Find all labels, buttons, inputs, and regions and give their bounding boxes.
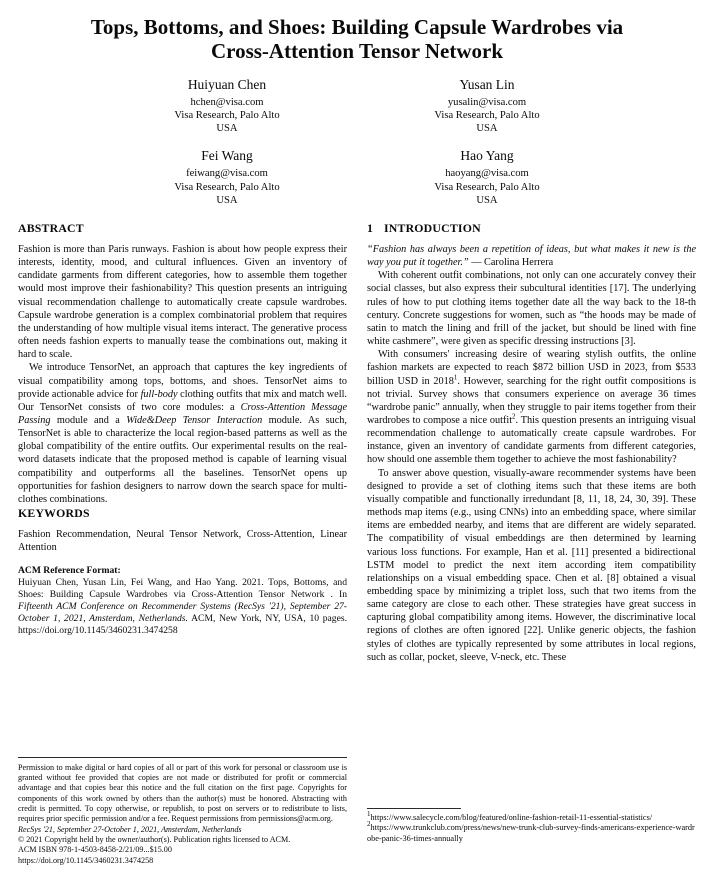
- permission-venue: RecSys '21, September 27-October 1, 2021, Amsterdam, Netherlands: [18, 824, 242, 834]
- footnote-1-link[interactable]: $^1$https://www.salecycle.com/blog/featured/online-fashion-retail-11-essential-statistics/: [367, 809, 653, 822]
- footnotes-block: [367, 808, 696, 866]
- intro-quote: “Fashion has always been a repetition of ideas, but what makes it new is the way you put it together.” — Carolina Herrera: [367, 243, 696, 269]
- author-fei-wang: [97, 148, 357, 207]
- intro-paragraph-2: With consumers' increasing desire of wearing stylish outfits, the online fashion markets are expected to reach $872 billion USD in 2023, from $533 billion USD in 2018$^1$. However, searching for the right outfit compositions is not trivial. Survey shows that consumers experience on average 36 times “wardrobe panic” annually, when they struggle to pair items together from their wardrobes to compose a nice outfit$^2$. This question presents an intriguing visual recommendation challenge to automatically create capsule wardrobes. For instance, given an inventory of candidate garments from different categories, how should one assemble them together to achieve the most fashionability?: [367, 349, 696, 466]
- left-column: [18, 221, 347, 866]
- intro-paragraph-1: With coherent outfit combinations, not only can one accurately convey their social classes, but also express their subcultural identities [17]. The underlying rules of how to put clothing items together date all the way back to the 18-th century. Concrete suggestions for women, such as “the hoods may be made of satin to match the lining and frill of the jacket, but should be lined with fine white cashmere”, were given as specific dressing instructions [3].: [367, 270, 696, 348]
- permission-doi-link[interactable]: https://doi.org/10.1145/3460231.3474258: [18, 855, 154, 865]
- author-country: USA: [476, 194, 498, 206]
- author-name: Yusan Lin: [459, 76, 515, 92]
- author-email: feiwang@visa.com: [186, 168, 268, 180]
- paper-title-line2: Cross-Attention Tensor Network: [210, 39, 504, 64]
- author-country: USA: [216, 194, 238, 206]
- paper-title: [0, 15, 714, 64]
- author-name: Huiyuan Chen: [187, 76, 267, 92]
- footnote-divider: [367, 808, 461, 809]
- abstract-paragraph-1: Fashion is more than Paris runways. Fashion is about how people express their interests, identity, mood, and cultural influences. Given an inventory of candidate garments from different categories, how to assemble them together would most improve their fashionability? This question presents an intriguing visual recommendation challenge to automatically create capsule wardrobes. Capsule wardrobe generation is a complex combinatorial problem that requires the understanding of how multiple visual items interact. The generative process often needs fashion experts to manually tease the combinations out, making it hard to scale.: [18, 243, 347, 361]
- footnote-2-link[interactable]: $^2$https://www.trunkclub.com/press/news/new-trunk-club-survey-finds-americans-experience-wardrobe-panic-36-times-annually: [367, 820, 695, 843]
- keywords-text: Fashion Recommendation, Neural Tensor Network, Cross-Attention, Linear Attention: [18, 529, 347, 554]
- acm-reference-heading: ACM Reference Format:: [18, 565, 121, 577]
- permission-isbn: ACM ISBN 978-1-4503-8458-2/21/09...$15.00: [18, 845, 172, 855]
- author-email: yusalin@visa.com: [447, 96, 527, 108]
- right-column: [367, 221, 696, 866]
- paper-title-line1: Tops, Bottoms, and Shoes: Building Capsule Wardrobes via: [90, 15, 624, 39]
- author-affiliation: Visa Research, Palo Alto: [434, 109, 540, 121]
- paper-header: [0, 0, 714, 207]
- two-column-body: [0, 221, 714, 866]
- authors-block: [97, 77, 617, 207]
- author-email: hchen@visa.com: [190, 96, 264, 108]
- author-country: USA: [476, 123, 498, 135]
- introduction-heading: [367, 221, 696, 236]
- author-name: Fei Wang: [201, 148, 253, 164]
- section-number: 1: [367, 220, 374, 235]
- section-label: INTRODUCTION: [384, 220, 481, 235]
- intro-paragraph-3: To answer above question, visually-aware recommender systems have been designed to provide a set of clothing items such that these items are both visually compatible and functionally irredundant [8, 11, 18, 24, 30, 39]. These methods map items (e.g., using CNNs) into an embedding space, where similar items are embedded nearby, and items that are different are widely separated. The compatibility of visual embeddings are then determined by learning various loss functions. For example, Han et al. [11] presented a bidirectional LSTM model to predict the next item according item compatibility relationships on a visual embedding space. Chen et al. [8] obtained a visual embedding space by minimizing a triplet loss, such that two items from the same category are close to each other. These strategies have great success in capturing global compatibility among items. However, the discriminative local regions of clothes are often ignored [22]. Unlike generic objects, the fashion styles of clothes are typically represented by some attributes in local regions, such as collar, pocket, sleeve, V-neck, etc. These: [367, 467, 696, 663]
- keywords-heading: KEYWORDS: [18, 506, 90, 521]
- author-email: haoyang@visa.com: [445, 168, 529, 180]
- permission-copyright: © 2021 Copyright held by the owner/author(s). Publication rights licensed to ACM.: [18, 834, 291, 844]
- permission-block: [18, 757, 347, 866]
- author-name: Hao Yang: [460, 148, 514, 164]
- permission-text: Permission to make digital or hard copies of all or part of this work for personal or classroom use is granted without fee provided that copies are not made or distributed for profit or commercial advantage and that copies bear this notice and the full citation on the first page. Copyrights for components of this work owned by others than the author(s) must be honored. Abstracting with credit is permitted. To copy otherwise, or republish, to post on servers or to redistribute to lists, requires prior specific permission and/or a fee. Request permissions from permissions@acm.org.: [18, 762, 347, 824]
- author-affiliation: Visa Research, Palo Alto: [434, 181, 540, 193]
- author-country: USA: [216, 123, 238, 135]
- author-huiyuan-chen: [97, 77, 357, 136]
- author-affiliation: Visa Research, Palo Alto: [174, 181, 280, 193]
- author-hao-yang: [357, 148, 617, 207]
- acm-reference-text: Huiyuan Chen, Yusan Lin, Fei Wang, and Hao Yang. 2021. Tops, Bottoms, and Shoes: Building Capsule Wardrobes via Cross-Attention Tensor Network . In Fifteenth ACM Conference on Recommender Systems (RecSys '21), September 27-October 1, 2021, Amsterdam, Netherlands. ACM, New York, NY, USA, 10 pages. https://doi.org/10.1145/3460231.3474258: [18, 577, 347, 636]
- abstract-paragraph-2: We introduce TensorNet, an approach that captures the key ingredients of visual compatibility among tops, bottoms, and shoes. TensorNet aims to provide actionable advice for full-body clothing outfits that mix and match well. Our TensorNet consists of two core modules: a Cross-Attention Message Passing module and a Wide&Deep Tensor Interaction module. As such, TensorNet is able to characterize the local region-based patterns as well as the global compatibility of the entire outfits. Our experimental results on the real-word datasets indicate that the proposed method is capable of learning visual compatibility and outperforms all the baselines. TensorNet opens up opportunities for fashion designers to narrow down the search space for multi-clothes combinations.: [18, 362, 347, 505]
- abstract-heading: ABSTRACT: [18, 220, 84, 235]
- author-yusan-lin: [357, 77, 617, 136]
- author-affiliation: Visa Research, Palo Alto: [174, 109, 280, 121]
